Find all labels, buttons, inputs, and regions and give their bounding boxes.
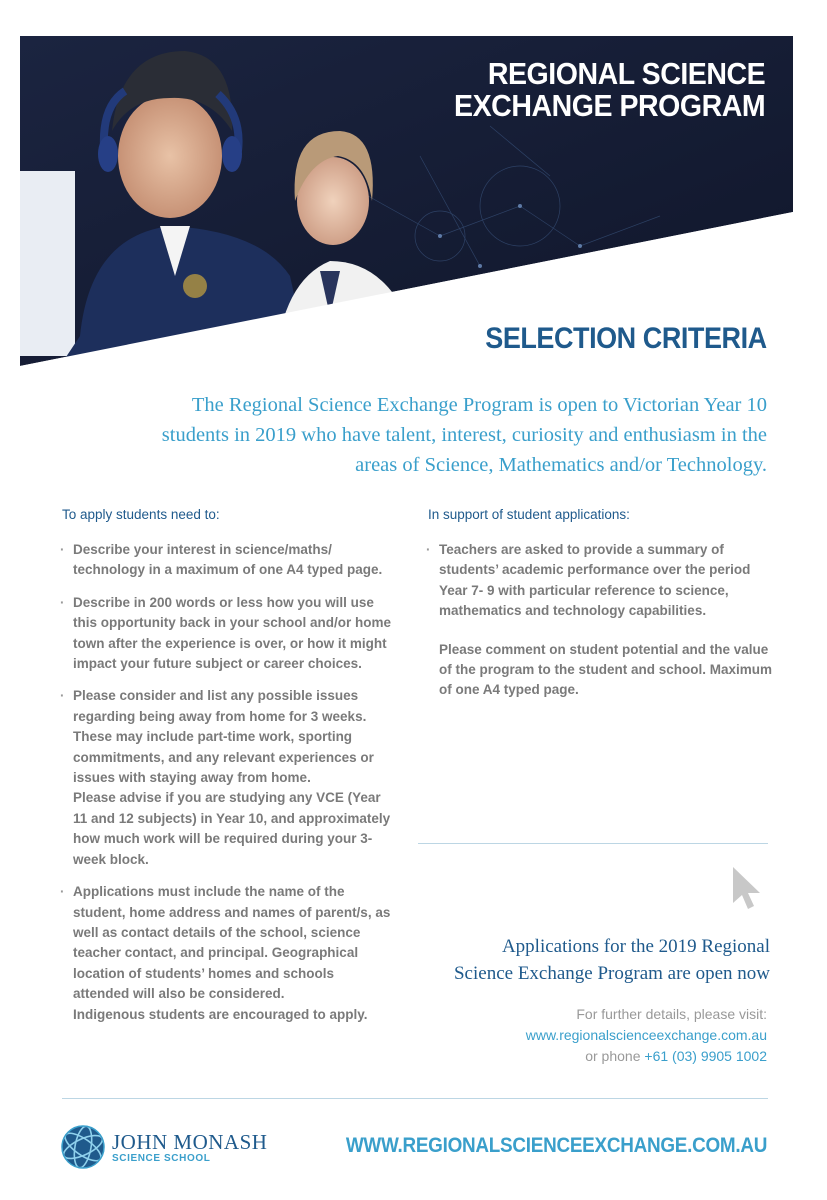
program-title	[454, 58, 765, 122]
left-column-heading: To apply students need to:	[62, 507, 220, 522]
program-title-line-2: EXCHANGE PROGRAM	[453, 88, 765, 123]
phone-line	[526, 1046, 767, 1067]
right-column-heading: In support of student applications:	[428, 507, 630, 522]
divider	[418, 843, 768, 844]
header-banner	[20, 36, 793, 366]
globe-logo-icon	[60, 1124, 106, 1170]
footer-website-link[interactable]: WWW.REGIONALSCIENCEEXCHANGE.COM.AU	[345, 1134, 767, 1157]
list-item: · Teachers are asked to provide a summary of students’ academic performance over the period Year 7- 9 with particular reference to science, mathematics and technology capabilities.	[428, 540, 773, 622]
details-intro: For further details, please visit:	[576, 1006, 767, 1022]
list-item: · Applications must include the name of the student, home address and names of parent/s, as well as contact details of the school, science teacher contact, and principal. Geographical location of students’ homes and schools attended will also be considered. Indigenous students are encouraged to apply.	[62, 882, 392, 1025]
apply-line-1: Applications for the 2019 Regional	[501, 936, 770, 957]
list-item: · Please consider and list any possible issues regarding being away from home for 3 weeks. These may include part-time work, sporting commitments, and any relevant experiences or issues with staying away from home. Please advise if you are studying any VCE (Year 11 and 12 subjects) in Year 10, and approximately how much work will be required during your 3-week block.	[62, 686, 392, 870]
section-heading: SELECTION CRITERIA	[485, 322, 767, 355]
cursor-arrow-icon	[731, 865, 763, 913]
website-link[interactable]: www.regionalscienceexchange.com.au	[525, 1027, 767, 1043]
intro-paragraph: The Regional Science Exchange Program is open to Victorian Year 10 students in 2019 who have talent, interest, curiosity and enthusiasm in the areas of Science, Mathematics and/or Technology.	[161, 394, 767, 476]
applicant-requirements	[62, 507, 392, 1037]
footer-divider	[62, 1098, 768, 1099]
list-item: · Describe your interest in science/maths/ technology in a maximum of one A4 typed page.	[62, 540, 392, 581]
logo-subtitle: SCIENCE SCHOOL	[112, 1152, 211, 1164]
apply-line-2: Science Exchange Program are open now	[453, 963, 770, 984]
teacher-support	[428, 507, 773, 701]
contact-details	[526, 1004, 767, 1067]
school-logo	[60, 1124, 267, 1170]
applications-open-notice	[400, 933, 770, 987]
phone-prefix: or phone	[585, 1048, 645, 1064]
support-paragraph: Please comment on student potential and the value of the program to the student and school. Maximum of one A4 typed page.	[439, 641, 773, 698]
phone-number[interactable]: +61 (03) 9905 1002	[644, 1048, 767, 1064]
requirements-list	[62, 540, 392, 1025]
list-item: · Describe in 200 words or less how you will use this opportunity back in your school and/or home town after the experience is over, or how it might impact your future subject or career choices.	[62, 593, 392, 675]
support-list	[428, 540, 773, 622]
program-title-line-1: REGIONAL SCIENCE	[487, 56, 765, 91]
logo-name: JOHN MONASH	[112, 1129, 268, 1154]
